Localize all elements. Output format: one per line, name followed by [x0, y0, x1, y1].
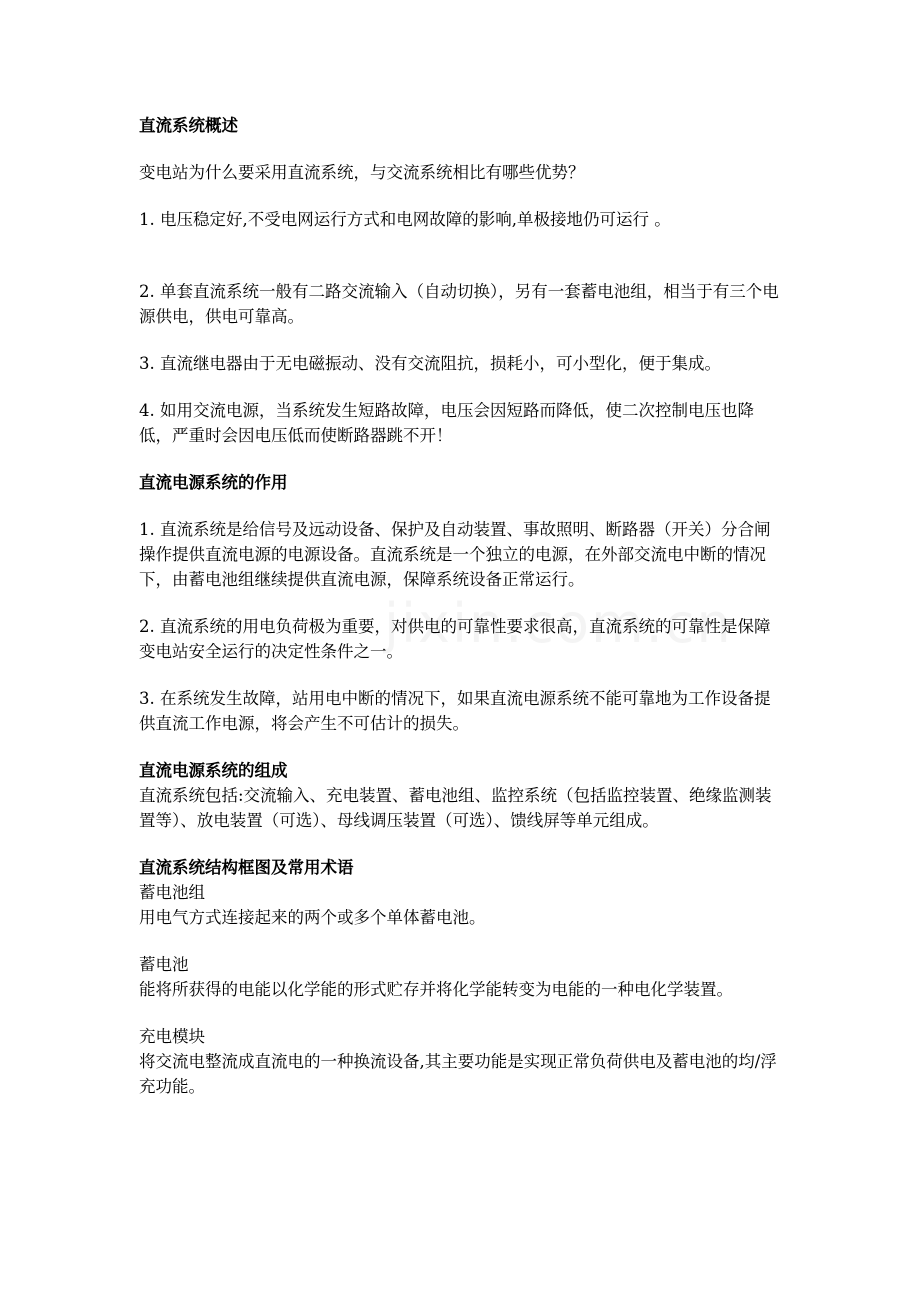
advantage-item-1: 1. 电压稳定好,不受电网运行方式和电网故障的影响,单极接地仍可运行 。	[139, 210, 671, 229]
role-item-2: 2. 直流系统的用电负荷极为重要，对供电的可靠性要求很高，直流系统的可靠性是保障变电站安全运行的决定性条件之一。	[139, 617, 771, 661]
role-heading: 直流电源系统的作用	[139, 473, 288, 492]
terms-heading: 直流系统结构框图及常用术语	[139, 858, 354, 877]
term-battery-definition: 能将所获得的电能以化学能的形式贮存并将化学能转变为电能的一种电化学装置。	[139, 980, 733, 999]
composition-heading: 直流电源系统的组成	[139, 761, 288, 780]
advantage-item-3: 3. 直流继电器由于无电磁振动、没有交流阻抗，损耗小，可小型化，便于集成。	[139, 354, 721, 373]
advantage-item-2: 2. 单套直流系统一般有二路交流输入（自动切换），另有一套蓄电池组，相当于有三个电源供电，供电可靠高。	[139, 282, 779, 326]
term-battery-pack: 蓄电池组	[139, 883, 205, 902]
term-charging-module-definition: 将交流电整流成直流电的一种换流设备,其主要功能是实现正常负荷供电及蓄电池的均/浮充功能。	[139, 1052, 777, 1096]
overview-question: 变电站为什么要采用直流系统，与交流系统相比有哪些优势？	[139, 163, 585, 182]
role-item-1: 1. 直流系统是给信号及远动设备、保护及自动装置、事故照明、断路器（开关）分合闸操作提供直流电源的电源设备。直流系统是一个独立的电源，在外部交流电中断的情况下，由蓄电池组继续提供直流电源，保障系统设备正常运行。	[139, 520, 771, 589]
term-battery-pack-definition: 用电气方式连接起来的两个或多个单体蓄电池。	[139, 908, 486, 927]
composition-text: 直流系统包括:交流输入、充电装置、蓄电池组、监控系统（包括监控装置、绝缘监测装置等）、放电装置（可选）、母线调压装置（可选）、馈线屏等单元组成。	[139, 786, 772, 830]
role-item-3: 3. 在系统发生故障，站用电中断的情况下，如果直流电源系统不能可靠地为工作设备提供直流工作电源，将会产生不可估计的损失。	[139, 689, 771, 733]
term-battery: 蓄电池	[139, 955, 189, 974]
overview-heading: 直流系统概述	[139, 116, 238, 135]
document-page	[139, 112, 784, 1099]
advantage-item-4: 4. 如用交流电源，当系统发生短路故障，电压会因短路而降低，使二次控制电压也降低，严重时会因电压低而使断路器跳不开！	[139, 401, 754, 445]
term-charging-module: 充电模块	[139, 1027, 205, 1046]
